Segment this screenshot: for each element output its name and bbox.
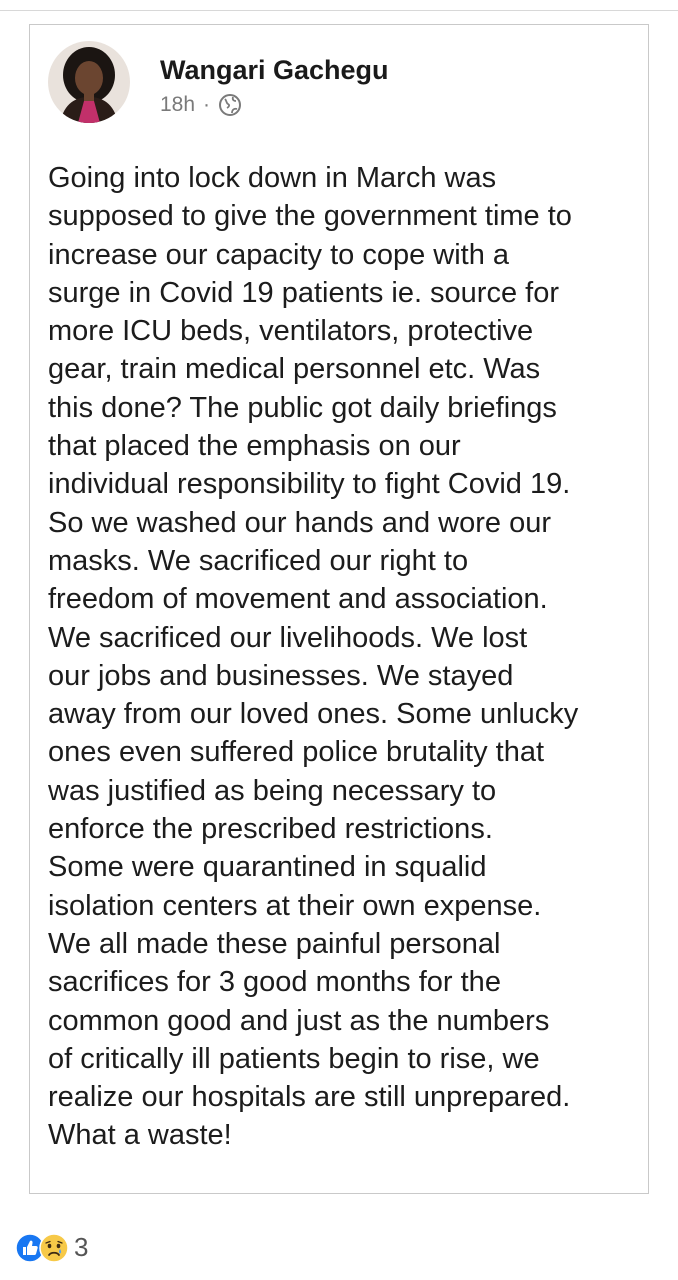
- post-body-line: this done? The public got daily briefings: [48, 391, 557, 424]
- author-name[interactable]: Wangari Gachegu: [160, 55, 389, 85]
- post-body-line: Going into lock down in March was: [48, 162, 497, 194]
- post-body-line: masks. We sacrificed our right to: [48, 544, 469, 577]
- post-body-line: ones even suffered police brutality that: [48, 736, 545, 769]
- post-meta: [160, 93, 242, 117]
- post-body-line: Some were quarantined in squalid: [48, 851, 487, 884]
- post-timestamp[interactable]: 18h: [160, 93, 196, 116]
- post-body-line: So we washed our hands and wore our: [48, 506, 551, 539]
- reaction-count: 3: [74, 1232, 89, 1262]
- globe-icon[interactable]: [218, 93, 242, 117]
- post-body-line: gear, train medical personnel etc. Was: [48, 353, 541, 386]
- post-body-line: more ICU beds, ventilators, protective: [48, 315, 534, 348]
- post-body-line: increase our capacity to cope with a: [48, 238, 510, 271]
- post-body-line: individual responsibility to fight Covid 19.: [48, 468, 571, 501]
- post-body-line: sacrifices for 3 good months for the: [48, 966, 501, 999]
- post-body-line: freedom of movement and association.: [48, 583, 548, 616]
- post-body-line: away from our loved ones. Some unlucky: [48, 698, 579, 731]
- top-divider: [0, 10, 678, 11]
- post-card: [29, 24, 649, 1194]
- post-body-line: was justified as being necessary to: [48, 774, 497, 807]
- avatar[interactable]: [48, 41, 130, 123]
- post-body: [48, 159, 640, 1155]
- meta-separator: ·: [203, 93, 211, 116]
- post-body-line: We all made these painful personal: [48, 927, 501, 960]
- post-body-line: We sacrificed our livelihoods. We lost: [48, 621, 528, 654]
- post-body-line: that placed the emphasis on our: [48, 430, 461, 463]
- post-body-line: enforce the prescribed restrictions.: [48, 813, 493, 846]
- reactions-bar[interactable]: [15, 1232, 88, 1263]
- post-body-line: common good and just as the numbers: [48, 1004, 550, 1037]
- avatar-image: [48, 41, 130, 123]
- sad-icon: [39, 1233, 69, 1263]
- post-body-line: isolation centers at their own expense.: [48, 889, 542, 922]
- post-body-line: supposed to give the government time to: [48, 200, 572, 233]
- post-body-line: realize our hospitals are still unprepared.: [48, 1081, 571, 1114]
- post-body-line: our jobs and businesses. We stayed: [48, 659, 514, 692]
- post-body-line: surge in Covid 19 patients ie. source for: [48, 276, 559, 309]
- post-body-line: of critically ill patients begin to rise, we: [48, 1042, 540, 1075]
- post-body-line: What a waste!: [48, 1119, 232, 1152]
